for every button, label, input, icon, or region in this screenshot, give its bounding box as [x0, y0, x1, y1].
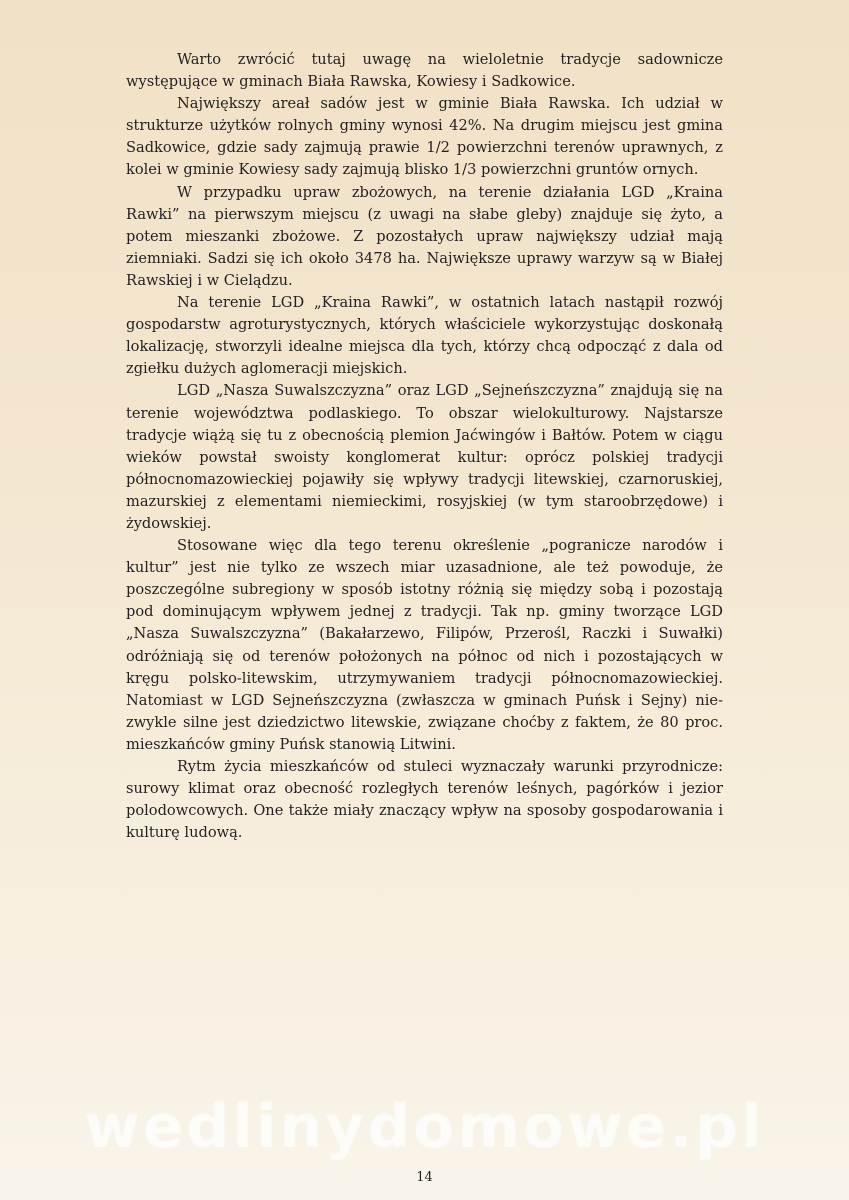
paragraph: Na terenie LGD „Kraina Rawki”, w ostatnich latach nastąpił rozwój gospodarstw agroturystycznych, których właściciele wykorzystując doskonałą lokalizację, stworzyli idealne miejsca dla tych, którzy chcą odpocząć z dala od zgiełku dużych aglomeracji miejskich.	[126, 294, 723, 378]
paragraph: Największy areał sadów jest w gminie Biała Rawska. Ich udział w strukturze użytków rolnych gminy wynosi 42%. Na drugim miejscu jest gmina Sadkowice, gdzie sady zajmują prawie 1/2 powierzchni terenów uprawnych, z kolei w gminie Kowiesy sady zajmują blisko 1/3 powierzchni gruntów ornych.	[126, 95, 723, 179]
watermark: wedlinydomowe.pl	[84, 1092, 765, 1162]
page-number: 14	[416, 1170, 433, 1185]
paragraph: W przypadku upraw zbożowych, na terenie działania LGD „Kraina Rawki” na pierwszym miejscu (z uwagi na słabe gleby) znajduje się żyto, a potem mieszanki zbożowe. Z pozostałych upraw największy udział mają ziemniaki. Sadzi się ich około 3478 ha. Największe uprawy warzyw są w Białej Rawskiej i w Cielądzu.	[126, 183, 723, 289]
paragraph: LGD „Nasza Suwalszczyzna” oraz LGD „Sejneńszczyzna” znajdują się na terenie województwa podlaskiego. To obszar wielokulturowy. Najstarsze tradycje wiążą się tu z obecnością plemion Jaćwingów i Bałtów. Potem w ciągu wieków powstał swoisty konglomerat kultur: oprócz polskiej tradycji północnomazowieckiej pojawiły się wpływy tradycji litewskiej, czarnoruskiej, mazurskiej z elementami niemieckimi, rosyjskiej (w tym staroobrzędowe) i żydowskiej.	[126, 382, 723, 532]
body-text	[126, 49, 723, 844]
paragraph: Warto zwrócić tutaj uwagę na wieloletnie tradycje sadownicze występujące w gminach Biała Rawska, Kowiesy i Sadkowice.	[126, 51, 723, 91]
paragraph: Rytm życia mieszkańców od stuleci wyznaczały warunki przyrodnicze: surowy klimat oraz obecność rozległych terenów leśnych, pagórków i jezior polodowcowych. One także miały znaczący wpływ na sposoby gospodarowania i kulturę ludową.	[126, 758, 723, 842]
paragraph: Stosowane więc dla tego terenu określenie „pogranicze narodów i kultur” jest nie tylko ze wszech miar uzasadnione, ale też powoduje, że poszczególne subregiony w sposób istotny różnią się między sobą i pozostają pod dominującym wpływem jednej z tradycji. Tak np. gminy tworzące LGD „Nasza Suwalszczyzna” (Bakałarzewo, Filipów, Przerośl, Raczki i Suwałki) odróżniają się od terenów położonych na północ od nich i pozostających w kręgu polsko-litewskim, utrzymywaniem tradycji północnomazowieckiej. Natomiast w LGD Sejneńszczyzna (zwłaszcza w gminach Puńsk i Sejny) niezwykle silne jest dziedzictwo litewskie, związane choćby z faktem, że 80 proc. mieszkańców gminy Puńsk stanowią Litwini.	[126, 537, 723, 753]
